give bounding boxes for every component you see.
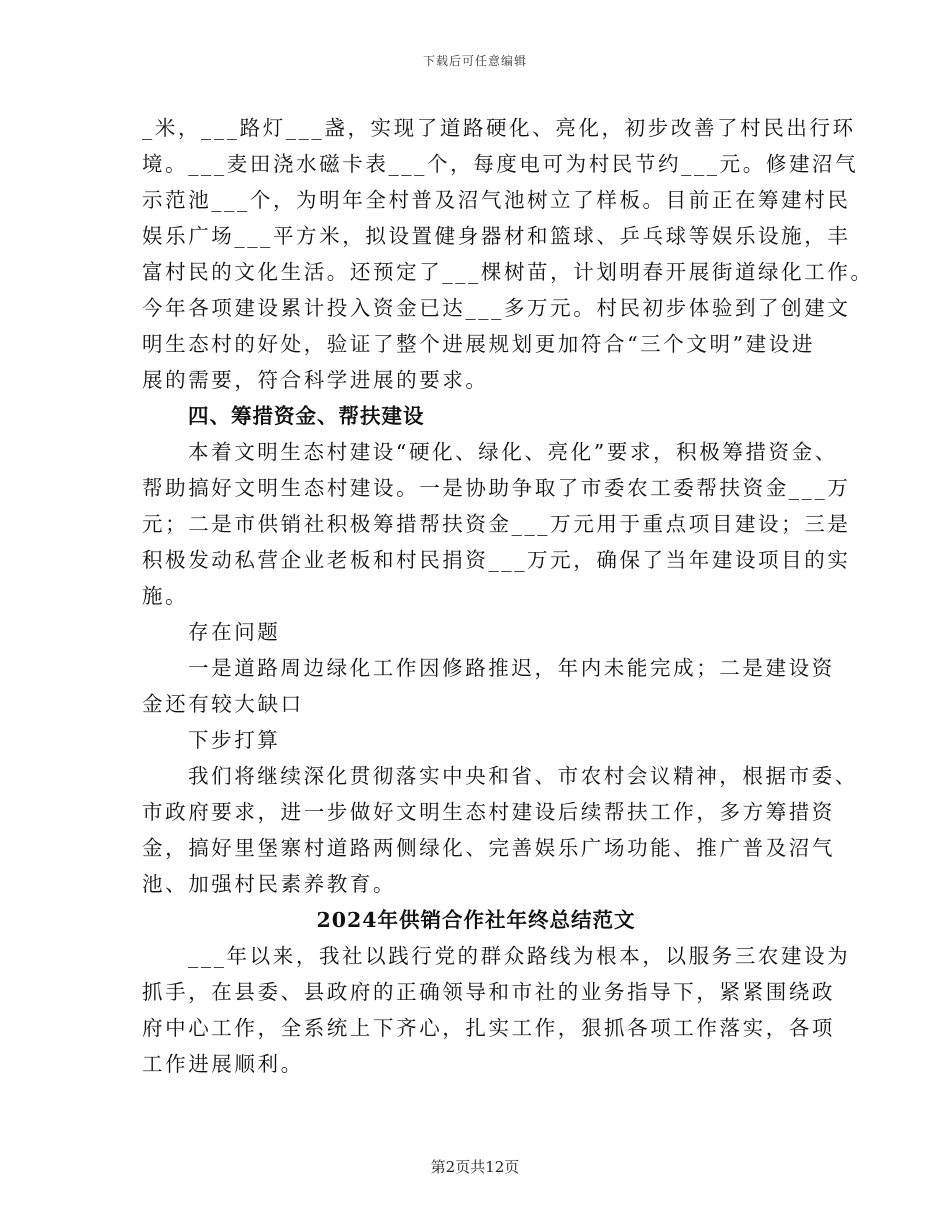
- body-line: 抓手，在县委、县政府的正确领导和市社的业务指导下，紧紧围绕政: [142, 980, 835, 1004]
- body-line: 帮助搞好文明生态村建设。一是协助争取了市委农工委帮扶资金___万: [142, 476, 851, 500]
- body-line: 工作进展顺利。: [142, 1052, 304, 1076]
- body-line: 本着文明生态村建设“硬化、绿化、亮化”要求，积极筹措资金、: [188, 440, 838, 464]
- body-line: ___年以来，我社以践行党的群众路线为根本，以服务三农建设为: [188, 944, 851, 968]
- body-line: 池、加强村民素养教育。: [142, 872, 397, 896]
- body-line: 一是道路周边绿化工作因修路推迟，年内未能完成；二是建设资: [188, 656, 835, 680]
- body-line: 施。: [142, 584, 189, 608]
- body-line: 富村民的文化生活。还预定了___棵树苗，计划明春开展街道绿化工作。: [142, 260, 874, 284]
- body-line: 元；二是市供销社积极筹措帮扶资金___万元用于重点项目建设；三是: [142, 512, 851, 536]
- body-line: 示范池___个，为明年全村普及沼气池树立了样板。目前正在筹建村民: [142, 188, 851, 212]
- page-number: 第2页共12页: [430, 1158, 520, 1176]
- body-line: 金，搞好里堡寨村道路两侧绿化、完善娱乐广场功能、推广普及沼气: [142, 836, 835, 860]
- document-body: [142, 114, 874, 1086]
- body-line: 市政府要求，进一步做好文明生态村建设后续帮扶工作，多方筹措资: [142, 800, 835, 824]
- body-line: 我们将继续深化贯彻落实中央和省、市农村会议精神，根据市委、: [188, 764, 858, 788]
- body-line: 今年各项建设累计投入资金已达___多万元。村民初步体验到了创建文: [142, 296, 851, 320]
- page-header: 下载后可任意编辑: [422, 54, 527, 68]
- body-line: 明生态村的好处，验证了整个进展规划更加符合“三个文明”建设进: [142, 332, 815, 356]
- body-line: 娱乐广场___平方米，拟设置健身器材和篮球、乒乓球等娱乐设施，丰: [142, 224, 851, 248]
- subsection-label: 下步打算: [188, 728, 281, 752]
- body-line: 展的需要，符合科学进展的要求。: [142, 368, 489, 392]
- subsection-label: 存在问题: [188, 620, 281, 644]
- body-line: 府中心工作，全系统上下齐心，扎实工作，狠抓各项工作落实，各项: [142, 1016, 835, 1040]
- article-title: 2024年供销合作社年终总结范文: [316, 908, 636, 932]
- section-heading: 四、筹措资金、帮扶建设: [188, 404, 425, 428]
- body-line: 积极发动私营企业老板和村民捐资___万元，确保了当年建设项目的实: [142, 548, 851, 572]
- body-line: _米，___路灯___盏，实现了道路硬化、亮化，初步改善了村民出行环: [142, 116, 856, 140]
- body-line: 金还有较大缺口: [142, 692, 304, 716]
- body-line: 境。___麦田浇水磁卡表___个，每度电可为村民节约___元。修建沼气: [142, 152, 859, 176]
